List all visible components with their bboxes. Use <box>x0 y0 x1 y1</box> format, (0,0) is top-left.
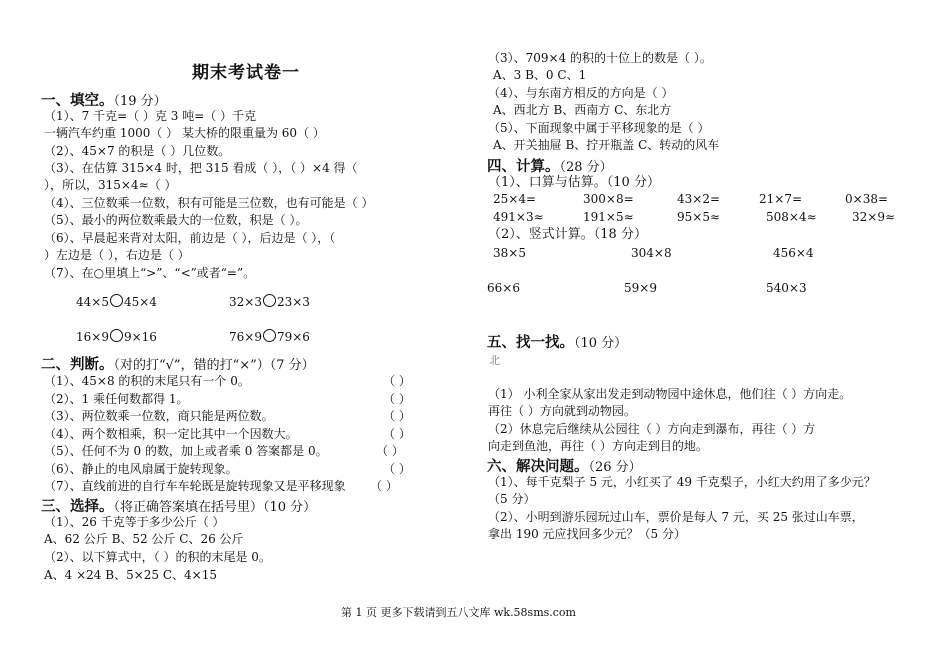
compare-circle[interactable] <box>110 329 123 342</box>
page-title: 期末考试卷一 <box>192 63 300 83</box>
judge-answer-3[interactable]: （ ） <box>383 409 411 423</box>
fill-item-3b: ），所以，315×4≈（ ） <box>44 178 177 192</box>
oral-row2-2: 191×5≈ <box>583 210 634 224</box>
choice-item-3: （3）、709×4 的积的十位上的数是（ ）。 <box>488 51 712 65</box>
page-footer: 第 1 页 更多下载请到五八文库 wk.58sms.com <box>341 606 576 619</box>
find-item-1b: 再往（ ）方向就到动物园。 <box>488 404 636 418</box>
section-find-score: （10 分） <box>574 336 628 351</box>
fill-item-1b: 一辆汽车约重 1000（ ） 某大桥的限重量为 60（ ） <box>44 126 325 140</box>
judge-item-1: （1）、45×8 的积的末尾只有一个 0。 <box>44 374 250 388</box>
judge-answer-7[interactable]: （ ） <box>370 479 398 493</box>
oral-row1-4: 21×7= <box>759 192 803 206</box>
compare-circle[interactable] <box>110 294 123 307</box>
fill-item-3: （3）、在估算 315×4 时，把 315 看成（ ），（ ）×4 得（ <box>44 161 358 175</box>
vertical-row1-3: 456×4 <box>773 246 814 260</box>
judge-item-6: （6）、静止的电风扇属于旋转现象。 <box>44 462 238 476</box>
judge-answer-2[interactable]: （ ） <box>383 392 411 406</box>
choice-options-3: A、3 B、0 C、1 <box>493 68 587 82</box>
oral-row2-1: 491×3≈ <box>493 210 544 224</box>
section-fill-blanks-title: 一、填空。 <box>41 93 114 109</box>
fill-item-5: （5）、最小的两位数乘最大的一位数，积是（ ）。 <box>44 213 308 227</box>
choice-options-1: A、62 公斤 B、52 公斤 C、26 公斤 <box>44 532 244 546</box>
compare-3: 16×9 9×16 <box>76 330 157 344</box>
section-find-title: 五、找一找。 <box>487 335 574 351</box>
vertical-row2-2: 59×9 <box>624 281 657 295</box>
fill-item-6: （6）、早晨起来背对太阳，前边是（ ），后边是（ ），（ <box>44 231 336 245</box>
section-calc-title: 四、计算。 <box>487 159 560 175</box>
section-find-heading <box>487 331 627 352</box>
find-item-2: （2）休息完后继续从公园往（ ）方向走到瀑布，再往（ ）方 <box>488 422 816 436</box>
section-fill-blanks-heading <box>41 89 167 110</box>
vertical-row2-3: 540×3 <box>766 281 807 295</box>
section-solve-heading <box>487 455 642 476</box>
section-judge-score: （对的打“√”，错的打“×”）（7 分） <box>113 358 315 373</box>
judge-item-2: （2）、1 乘任何数都得 1。 <box>44 392 189 406</box>
oral-row1-1: 25×4= <box>493 192 537 206</box>
section-fill-blanks-score: （19 分） <box>113 94 167 109</box>
choice-item-4: （4）、与东南方相反的方向是（ ） <box>488 86 674 100</box>
section-judge-title: 二、判断。 <box>41 357 114 373</box>
judge-answer-5[interactable]: （ ） <box>376 444 404 458</box>
judge-answer-6[interactable]: （ ） <box>383 462 411 476</box>
compare-1: 44×5 45×4 <box>76 295 157 309</box>
oral-calc-heading: （1）、口算与估算。（10 分） <box>488 175 660 190</box>
oral-row2-4: 508×4≈ <box>766 210 817 224</box>
north-label: 北 <box>489 354 500 367</box>
section-choice-title: 三、选择。 <box>41 499 114 515</box>
choice-item-1: （1）、26 千克等于多少公斤（ ） <box>44 515 225 529</box>
oral-row2-3: 95×5≈ <box>677 210 721 224</box>
choice-item-5: （5）、下面现象中属于平移现象的是（ ） <box>488 121 710 135</box>
north-arrow-icon <box>489 352 500 368</box>
fill-item-2: （2）、45×7 的积是（ ）几位数。 <box>44 144 231 158</box>
choice-options-5: A、开关抽屉 B、拧开瓶盖 C、转动的风车 <box>493 138 720 152</box>
find-item-1: （1） 小利全家从家出发走到动物园中途休息，他们往（ ）方向走。 <box>488 387 852 401</box>
oral-row1-2: 300×8= <box>583 192 634 206</box>
fill-item-1: （1）、7 千克=（ ）克 3 吨=（ ）千克 <box>44 109 257 123</box>
section-solve-title: 六、解决问题。 <box>487 459 589 475</box>
judge-item-3: （3）、两位数乘一位数，商只能是两位数。 <box>44 409 274 423</box>
compare-4: 76×9 79×6 <box>229 330 310 344</box>
section-judge-heading <box>41 353 315 374</box>
solve-item-2b: 拿出 190 元应找回多少元？（5 分） <box>488 527 686 541</box>
compare-circle[interactable] <box>263 329 276 342</box>
judge-item-7: （7）、直线前进的自行车车轮既是旋转现象又是平移现象 <box>44 479 346 493</box>
oral-row2-5: 32×9≈ <box>852 210 896 224</box>
choice-options-4: A、西北方 B、西南方 C、东北方 <box>493 103 672 117</box>
fill-item-7: （7）、在○里填上“>”、“<”或者“=”。 <box>44 266 256 280</box>
oral-row1-3: 43×2= <box>677 192 721 206</box>
fill-item-4: （4）、三位数乘一位数，积有可能是三位数，也有可能是（ ） <box>44 196 374 210</box>
vertical-calc-heading: （2）、竖式计算。（18 分） <box>488 227 647 242</box>
vertical-row1-2: 304×8 <box>631 246 672 260</box>
choice-options-2: A、4 ×24 B、5×25 C、4×15 <box>44 568 217 582</box>
section-solve-score: （26 分） <box>588 460 642 475</box>
section-calc-heading <box>487 155 613 176</box>
choice-item-2: （2）、以下算式中，（ ）的积的末尾是 0。 <box>44 550 271 564</box>
oral-row1-5: 0×38= <box>845 192 889 206</box>
solve-item-2: （2）、小明到游乐园玩过山车，票价是每人 7 元，买 25 张过山车票， <box>488 510 864 524</box>
vertical-row1-1: 38×5 <box>493 246 526 260</box>
find-item-2b: 向走到鱼池，再往（ ）方向走到目的地。 <box>488 439 708 453</box>
judge-answer-4[interactable]: （ ） <box>383 427 411 441</box>
section-calc-score: （28 分） <box>559 160 613 175</box>
solve-item-1-score: （5 分） <box>488 492 536 506</box>
compare-circle[interactable] <box>263 294 276 307</box>
compare-2: 32×3 23×3 <box>229 295 310 309</box>
judge-item-4: （4）、两个数相乘，积一定比其中一个因数大。 <box>44 427 298 441</box>
section-choice-score: （将正确答案填在括号里）（10 分） <box>113 500 317 515</box>
judge-item-5: （5）、任何不为 0 的数，加上或者乘 0 答案都是 0。 <box>44 444 328 458</box>
section-choice-heading <box>41 495 316 516</box>
vertical-row2-1: 66×6 <box>487 281 520 295</box>
fill-item-6b: ）左边是（ ），右边是（ ） <box>44 248 190 262</box>
solve-item-1: （1）、每千克梨子 5 元，小红买了 49 千克梨子，小红大约用了多少元？ <box>488 475 876 489</box>
judge-answer-1[interactable]: （ ） <box>383 374 411 388</box>
